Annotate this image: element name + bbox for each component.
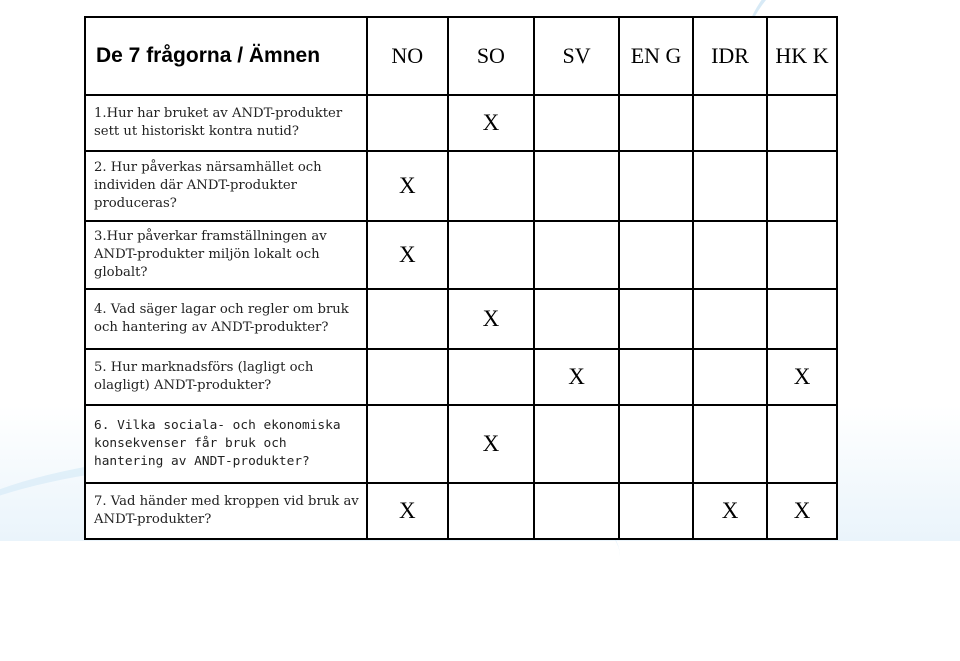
mark-cell xyxy=(367,405,448,483)
mark-cell: X xyxy=(767,483,837,539)
header-row xyxy=(85,17,837,95)
mark-cell xyxy=(367,95,448,151)
mark-cell xyxy=(619,151,693,221)
mark-cell xyxy=(367,349,448,405)
mark-cell xyxy=(448,151,534,221)
mark-cell xyxy=(448,349,534,405)
mark-cell: X xyxy=(367,221,448,289)
mark-cell xyxy=(619,483,693,539)
question-1: 1.Hur har bruket av ANDT-produkter sett ut historiskt kontra nutid? xyxy=(85,95,367,151)
mark-cell: X xyxy=(534,349,619,405)
mark-cell: X xyxy=(693,483,767,539)
mark-cell: X xyxy=(367,483,448,539)
mark-cell xyxy=(693,405,767,483)
mark-cell: X xyxy=(448,95,534,151)
question-6: 6. Vilka sociala- och ekonomiska konsekvenser får bruk och hantering av ANDT-produkter? xyxy=(85,405,367,483)
subject-header-hkk: HK K xyxy=(767,17,837,95)
subject-header-no: NO xyxy=(367,17,448,95)
mark-cell xyxy=(767,95,837,151)
mark-cell xyxy=(534,289,619,349)
mark-cell xyxy=(619,349,693,405)
mark-cell xyxy=(619,405,693,483)
table-row xyxy=(85,289,837,349)
mark-cell xyxy=(534,95,619,151)
mark-cell xyxy=(767,405,837,483)
mark-cell: X xyxy=(448,289,534,349)
mark-cell xyxy=(448,221,534,289)
mark-cell xyxy=(767,289,837,349)
mark-cell xyxy=(534,405,619,483)
table-row xyxy=(85,151,837,221)
mark-cell xyxy=(619,289,693,349)
table-title: De 7 frågorna / Ämnen xyxy=(85,17,367,95)
mark-cell: X xyxy=(767,349,837,405)
table-row xyxy=(85,95,837,151)
table-row xyxy=(85,405,837,483)
mark-cell xyxy=(693,289,767,349)
mark-cell xyxy=(448,483,534,539)
subject-header-idr: IDR xyxy=(693,17,767,95)
question-3: 3.Hur påverkar framställningen av ANDT-produkter miljön lokalt och globalt? xyxy=(85,221,367,289)
mark-cell xyxy=(619,221,693,289)
mark-cell: X xyxy=(448,405,534,483)
mark-cell: X xyxy=(367,151,448,221)
table-row xyxy=(85,349,837,405)
mark-cell xyxy=(693,151,767,221)
mark-cell xyxy=(693,221,767,289)
mark-cell xyxy=(534,151,619,221)
mark-cell xyxy=(693,349,767,405)
subject-header-eng: EN G xyxy=(619,17,693,95)
question-2: 2. Hur påverkas närsamhället och individen där ANDT-produkter produceras? xyxy=(85,151,367,221)
mark-cell xyxy=(367,289,448,349)
mark-cell xyxy=(619,95,693,151)
question-4: 4. Vad säger lagar och regler om bruk och hantering av ANDT-produkter? xyxy=(85,289,367,349)
table-row xyxy=(85,221,837,289)
mark-cell xyxy=(693,95,767,151)
table-row xyxy=(85,483,837,539)
question-7: 7. Vad händer med kroppen vid bruk av ANDT-produkter? xyxy=(85,483,367,539)
question-5: 5. Hur marknadsförs (lagligt och olagligt) ANDT-produkter? xyxy=(85,349,367,405)
subject-header-so: SO xyxy=(448,17,534,95)
mark-cell xyxy=(767,221,837,289)
questions-subjects-table xyxy=(84,16,838,540)
mark-cell xyxy=(534,221,619,289)
mark-cell xyxy=(767,151,837,221)
subject-header-sv: SV xyxy=(534,17,619,95)
mark-cell xyxy=(534,483,619,539)
